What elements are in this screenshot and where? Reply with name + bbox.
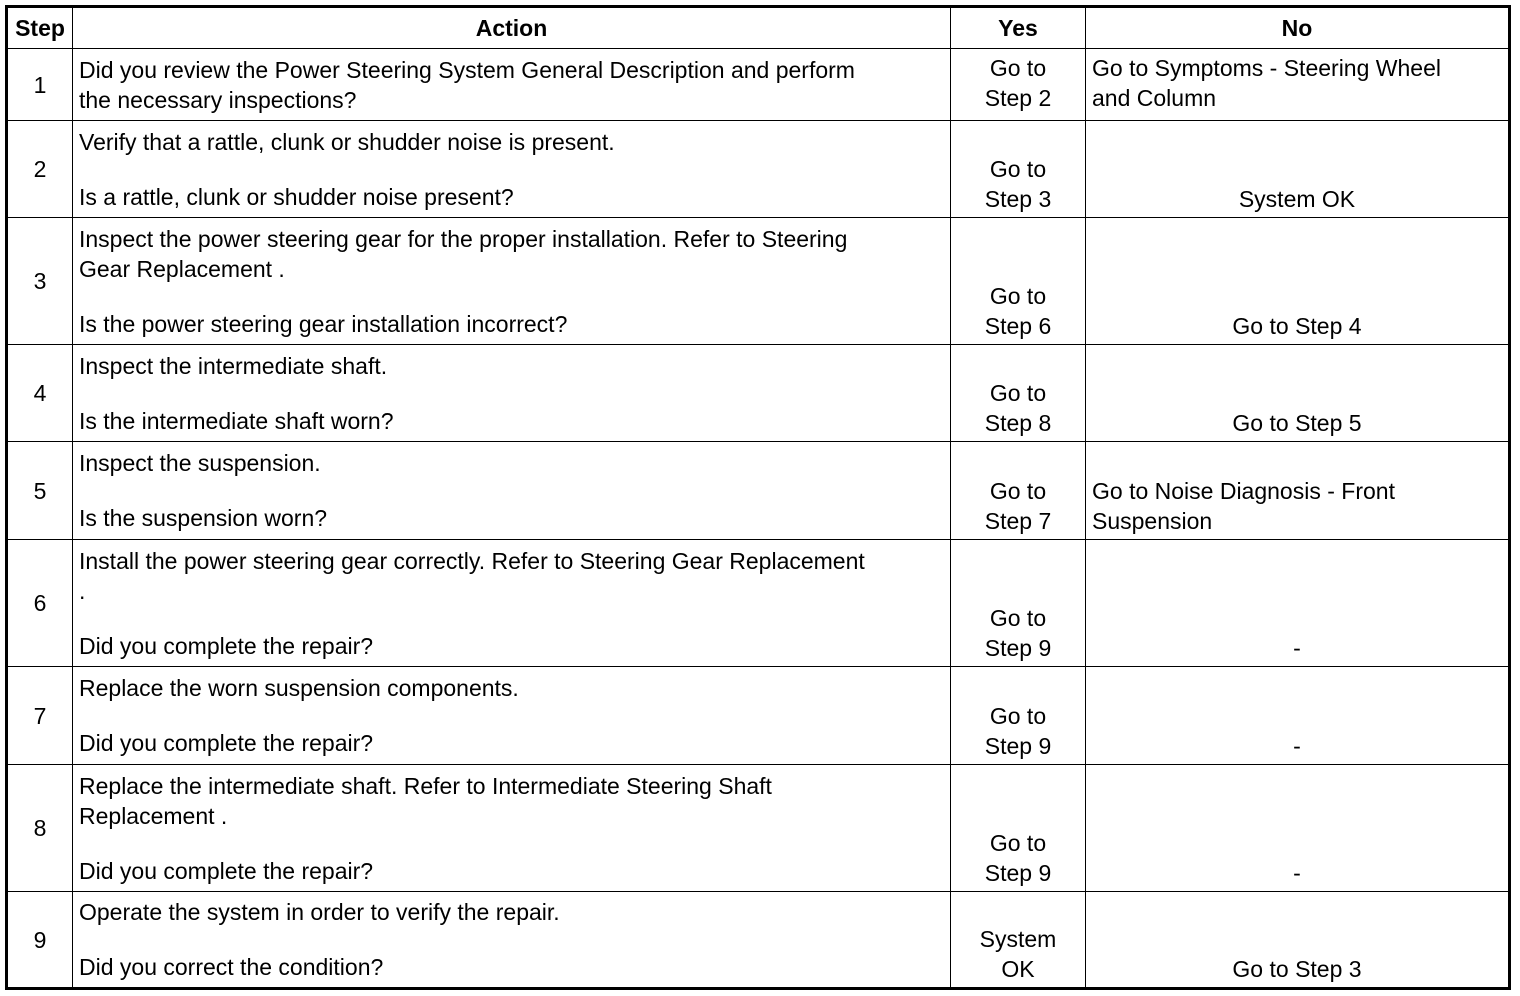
- no-result: [1086, 667, 1510, 765]
- step-number: 1: [7, 49, 73, 121]
- action-cell: [73, 540, 951, 667]
- yes-result: [951, 667, 1086, 765]
- yes-text: Step 8: [984, 410, 1052, 436]
- no-text: System OK: [1238, 186, 1356, 212]
- action-text: Inspect the suspension.: [79, 450, 321, 476]
- yes-text: Go to: [989, 380, 1047, 406]
- step-number: 2: [7, 121, 73, 218]
- no-result: [1086, 49, 1510, 121]
- header-row: [7, 7, 1510, 49]
- yes-text: Go to: [989, 478, 1047, 504]
- action-text: Inspect the intermediate shaft.: [79, 352, 388, 379]
- question-text: Did you correct the condition?: [79, 954, 384, 980]
- step-number: 9: [7, 892, 73, 989]
- yes-result: [951, 345, 1086, 442]
- yes-text: Go to: [989, 283, 1047, 309]
- no-result: [1086, 892, 1510, 989]
- step-number: 8: [7, 765, 73, 892]
- action-text: Inspect the power steering gear for the proper installation. Refer to Steering: [79, 225, 848, 252]
- action-cell: [73, 442, 951, 540]
- yes-result: [951, 765, 1086, 892]
- action-text: Verify that a rattle, clunk or shudder noise is present.: [79, 128, 615, 155]
- action-text: .: [79, 577, 86, 604]
- yes-text: Step 6: [984, 313, 1052, 339]
- yes-result: [951, 442, 1086, 540]
- no-text: -: [1293, 860, 1301, 886]
- yes-text: System: [979, 926, 1057, 952]
- yes-result: [951, 892, 1086, 989]
- action-text: Replace the intermediate shaft. Refer to Intermediate Steering Shaft: [79, 772, 772, 799]
- no-result: [1086, 345, 1510, 442]
- no-text: and Column: [1092, 85, 1217, 111]
- no-text: Suspension: [1092, 508, 1213, 534]
- table-row: [7, 765, 1510, 892]
- question-text: Did you complete the repair?: [79, 857, 374, 884]
- table-row: [7, 540, 1510, 667]
- header-no: No: [1086, 7, 1510, 49]
- yes-text: Go to: [989, 830, 1047, 856]
- action-text: Gear Replacement .: [79, 255, 285, 282]
- no-text: Go to Step 4: [1232, 313, 1362, 339]
- table-row: [7, 218, 1510, 345]
- yes-text: Step 2: [984, 85, 1052, 111]
- action-text: Did you review the Power Steering System General Description and perform: [79, 56, 855, 83]
- no-text: Go to Step 5: [1232, 410, 1362, 436]
- action-cell: [73, 218, 951, 345]
- yes-text: Go to: [989, 605, 1047, 631]
- yes-result: [951, 49, 1086, 121]
- action-cell: [73, 667, 951, 765]
- yes-text: Step 3: [984, 186, 1052, 212]
- question-text: Is the suspension worn?: [79, 505, 328, 531]
- yes-text: Go to: [989, 55, 1047, 81]
- table-row: [7, 667, 1510, 765]
- action-cell: [73, 49, 951, 121]
- action-text: the necessary inspections?: [79, 86, 357, 113]
- action-cell: [73, 765, 951, 892]
- action-text: Replacement .: [79, 802, 228, 829]
- question-text: Is a rattle, clunk or shudder noise present?: [79, 183, 514, 210]
- yes-text: Step 7: [984, 508, 1052, 534]
- step-number: 6: [7, 540, 73, 667]
- no-text: -: [1293, 635, 1301, 661]
- yes-text: OK: [1001, 956, 1035, 982]
- no-result: [1086, 765, 1510, 892]
- header-action: Action: [73, 7, 951, 49]
- yes-result: [951, 121, 1086, 218]
- yes-text: Go to: [989, 156, 1047, 182]
- action-cell: [73, 121, 951, 218]
- table-row: [7, 345, 1510, 442]
- table-row: [7, 121, 1510, 218]
- action-text: Install the power steering gear correctly. Refer to Steering Gear Replacement: [79, 547, 865, 574]
- no-result: [1086, 442, 1510, 540]
- table-row: [7, 442, 1510, 540]
- table-row: [7, 49, 1510, 121]
- step-number: 7: [7, 667, 73, 765]
- yes-result: [951, 540, 1086, 667]
- table-row: [7, 892, 1510, 989]
- diagnostic-table-container: [5, 5, 1511, 990]
- no-text: Go to Symptoms - Steering Wheel: [1092, 55, 1441, 81]
- step-number: 4: [7, 345, 73, 442]
- yes-text: Step 9: [984, 635, 1052, 661]
- action-cell: [73, 345, 951, 442]
- action-cell: [73, 892, 951, 989]
- diagnostic-table: [5, 5, 1511, 990]
- yes-text: Step 9: [984, 733, 1052, 759]
- step-number: 5: [7, 442, 73, 540]
- action-text: Replace the worn suspension components.: [79, 675, 519, 701]
- question-text: Did you complete the repair?: [79, 730, 374, 756]
- no-text: Go to Noise Diagnosis - Front: [1092, 478, 1395, 504]
- question-text: Is the power steering gear installation incorrect?: [79, 310, 568, 337]
- header-step: Step: [7, 7, 73, 49]
- no-result: [1086, 540, 1510, 667]
- question-text: Did you complete the repair?: [79, 632, 374, 659]
- no-text: -: [1293, 733, 1301, 759]
- action-text: Operate the system in order to verify the repair.: [79, 899, 560, 925]
- yes-text: Go to: [989, 703, 1047, 729]
- yes-result: [951, 218, 1086, 345]
- question-text: Is the intermediate shaft worn?: [79, 407, 394, 434]
- step-number: 3: [7, 218, 73, 345]
- yes-text: Step 9: [984, 860, 1052, 886]
- no-result: [1086, 121, 1510, 218]
- no-result: [1086, 218, 1510, 345]
- no-text: Go to Step 3: [1232, 956, 1362, 982]
- header-yes: Yes: [951, 7, 1086, 49]
